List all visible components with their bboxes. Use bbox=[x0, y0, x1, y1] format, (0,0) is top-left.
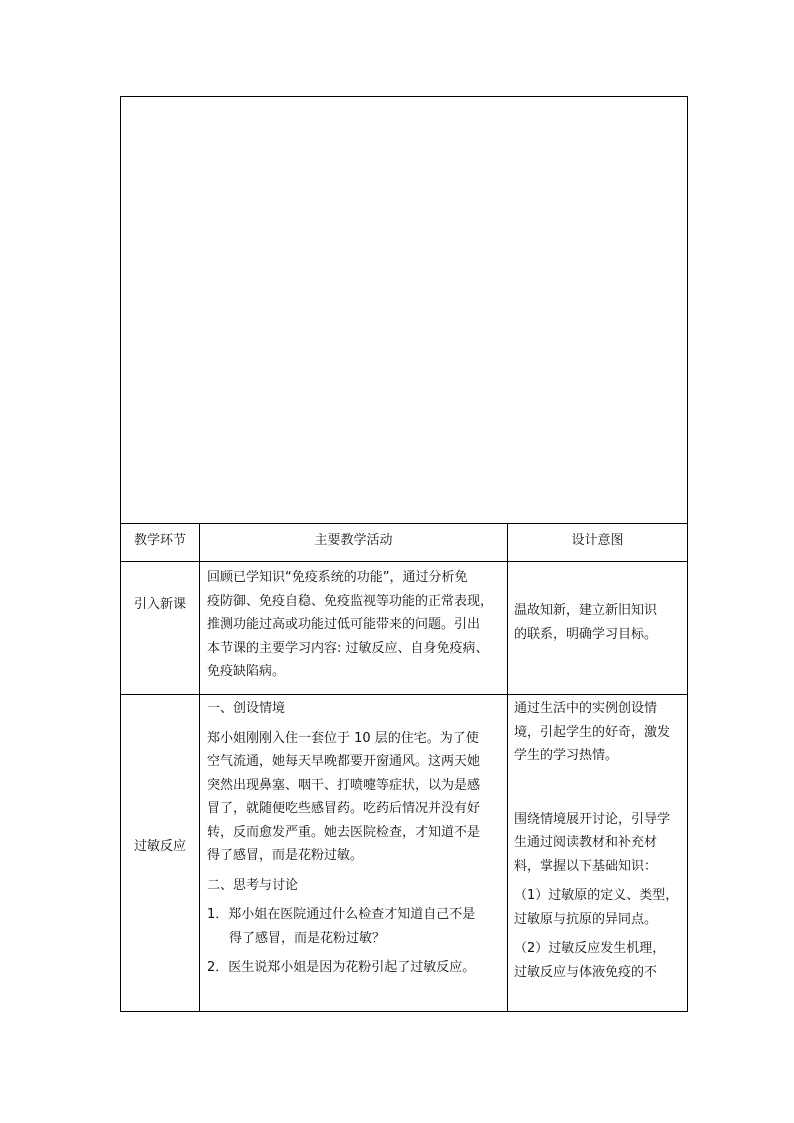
text-line: 料，掌握以下基础知识： bbox=[514, 858, 658, 874]
text-line: 温故知新，建立新旧知识 bbox=[514, 603, 658, 618]
text-line: 得了感冒，而是花粉过敏。 bbox=[207, 848, 364, 863]
scenario-paragraph bbox=[207, 727, 505, 868]
text-line: （1）过敏原的定义、类型， bbox=[514, 888, 679, 903]
header-activity: 主要教学活动 bbox=[314, 533, 393, 548]
text-line: 过敏反应与体液免疫的不 bbox=[514, 964, 658, 980]
intent-paragraph bbox=[514, 937, 686, 984]
text-line: 突然出现鼻塞、咽干、打喷嚏等症状，以为是感 bbox=[207, 777, 481, 793]
intent-paragraph bbox=[514, 884, 686, 931]
activity-allergy bbox=[207, 697, 505, 1011]
column-divider bbox=[199, 523, 200, 1011]
question-1 bbox=[207, 903, 505, 950]
header-stage: 教学环节 bbox=[133, 533, 186, 548]
row-divider bbox=[121, 561, 687, 562]
text-line: 回顾已学知识“免疫系统的功能”，通过分析免 bbox=[207, 570, 468, 585]
stage-allergy: 过敏反应 bbox=[133, 839, 186, 854]
text-line: 学生的学习热情。 bbox=[514, 748, 619, 763]
intent-paragraph bbox=[514, 808, 686, 879]
text-line: 1．郑小姐在医院通过什么检查才知道自己不是 bbox=[207, 907, 476, 922]
text-line: 冒了，就随便吃些感冒药。吃药后情况并没有好 bbox=[207, 801, 481, 816]
stage-intro: 引入新课 bbox=[133, 597, 186, 612]
text-line: 围绕情境展开讨论，引导学 bbox=[514, 811, 671, 827]
text-line: 空气流通，她每天早晚都要开窗通风。这两天她 bbox=[207, 754, 481, 769]
text-line: 疫防御、免疫自稳、免疫监视等功能的正常表现， bbox=[207, 593, 494, 609]
row-divider bbox=[121, 694, 687, 695]
text-line: 得了感冒，而是花粉过敏？ bbox=[229, 930, 386, 946]
question-2 bbox=[207, 956, 505, 980]
row-divider bbox=[121, 523, 687, 524]
column-divider bbox=[507, 523, 508, 1011]
lesson-table bbox=[120, 96, 688, 1012]
intent-intro bbox=[514, 599, 686, 646]
header-intent: 设计意图 bbox=[571, 533, 624, 548]
text-line: 通过生活中的实例创设情 bbox=[514, 701, 658, 716]
text-line: 的联系，明确学习目标。 bbox=[514, 626, 658, 642]
text-line: 2．医生说郑小姐是因为花粉引起了过敏反应。 bbox=[207, 960, 476, 975]
intent-allergy bbox=[514, 697, 686, 1011]
text-line: 郑小姐刚刚入住一套位于 10 层的住宅。为了使 bbox=[207, 730, 479, 746]
text-line: 免疫缺陷病。 bbox=[207, 664, 286, 679]
intent-paragraph bbox=[514, 697, 686, 768]
section-title: 一、创设情境 bbox=[207, 701, 286, 716]
section-title: 二、思考与讨论 bbox=[207, 877, 299, 893]
text-line: 本节课的主要学习内容: 过敏反应、自身免疫病、 bbox=[207, 640, 489, 656]
text-line: （2）过敏反应发生机理， bbox=[514, 941, 666, 956]
activity-intro bbox=[207, 566, 503, 684]
text-line: 推测功能过高或功能过低可能带来的问题。引出 bbox=[207, 617, 481, 632]
text-line: 境，引起学生的好奇，激发 bbox=[514, 724, 671, 740]
text-line: 生通过阅读教材和补充材 bbox=[514, 835, 658, 850]
text-line: 转，反而愈发严重。她去医院检查，才知道不是 bbox=[207, 824, 481, 840]
text-line: 过敏原与抗原的异同点。 bbox=[514, 911, 658, 927]
